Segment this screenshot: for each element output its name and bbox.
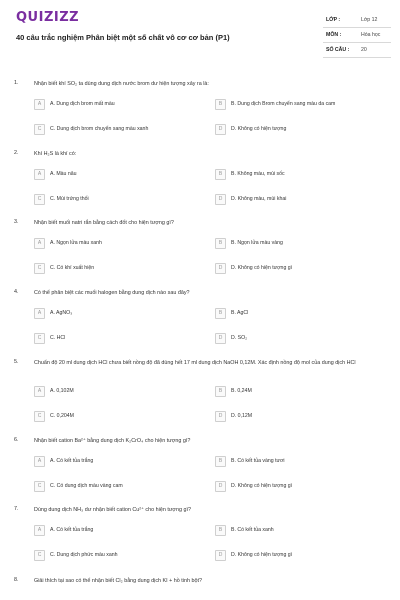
answer-option-b[interactable]: [215, 169, 385, 180]
question-text: Giải thích tại sao có thể nhận biết Cl₂ bằng dung dịch KI + hồ tinh bột?: [34, 578, 202, 584]
option-letter-box[interactable]: D: [215, 481, 226, 492]
meta-value: Lớp 12: [361, 17, 378, 23]
option-letter-box[interactable]: C: [34, 194, 45, 205]
worksheet-header: [0, 0, 400, 70]
answer-option-b[interactable]: [215, 386, 385, 397]
question-number: 7.: [14, 506, 19, 512]
question-text: Dùng dung dịch NH₃ dư nhận biết cation Cu²⁺ cho hiện tượng gì?: [34, 507, 191, 513]
option-text: A. Có kết tủa trắng: [50, 527, 94, 533]
answer-option-b[interactable]: [215, 456, 385, 467]
meta-key: MÔN :: [326, 32, 342, 38]
meta-row-subject: [323, 28, 391, 43]
option-text: D. SO₂: [231, 335, 248, 341]
option-text: C. HCl: [50, 335, 66, 341]
option-text: C. Mùi trứng thối: [50, 196, 89, 202]
answer-option-b[interactable]: [215, 308, 385, 319]
question-text: Nhận biết muối natri rắn bằng cách đốt cho hiện tượng gì?: [34, 220, 174, 226]
meta-row-count: [323, 43, 391, 58]
answer-option-b[interactable]: [215, 525, 385, 536]
question-text: Chuẩn độ 20 ml dung dịch HCl chưa biết nồng độ đã dùng hết 17 ml dung dịch NaOH 0,12M. Xác định nồng độ mol của dung dịch HCl: [34, 360, 356, 366]
option-letter-box[interactable]: B: [215, 525, 226, 536]
answer-option-c[interactable]: [34, 194, 204, 205]
question-number: 1.: [14, 80, 19, 86]
option-text: B. 0,24M: [231, 388, 252, 394]
option-letter-box[interactable]: B: [215, 456, 226, 467]
option-letter-box[interactable]: A: [34, 99, 45, 110]
answer-option-d[interactable]: [215, 411, 385, 422]
answer-option-c[interactable]: [34, 333, 204, 344]
option-letter-box[interactable]: D: [215, 124, 226, 135]
meta-key: LỚP :: [326, 17, 341, 23]
question-number: 8.: [14, 577, 19, 583]
option-text: B. Có kết tủa vàng tươi: [231, 458, 285, 464]
option-letter-box[interactable]: B: [215, 169, 226, 180]
option-letter-box[interactable]: D: [215, 333, 226, 344]
meta-value: 20: [361, 47, 367, 53]
answer-option-a[interactable]: [34, 386, 204, 397]
answer-option-d[interactable]: [215, 124, 385, 135]
option-text: D. Không có hiện tượng gì: [231, 552, 293, 558]
answer-option-a[interactable]: [34, 99, 204, 110]
option-letter-box[interactable]: D: [215, 263, 226, 274]
option-letter-box[interactable]: C: [34, 550, 45, 561]
answer-option-c[interactable]: [34, 481, 204, 492]
meta-key: SỐ CÂU :: [326, 47, 350, 53]
option-letter-box[interactable]: D: [215, 550, 226, 561]
answer-option-b[interactable]: [215, 99, 385, 110]
option-text: A. Có kết tủa trắng: [50, 458, 94, 464]
option-text: D. Không có hiện tượng: [231, 126, 287, 132]
answer-option-b[interactable]: [215, 238, 385, 249]
option-text: D. Không có hiện tượng gì: [231, 483, 293, 489]
option-text: C. Dung dịch phức màu xanh: [50, 552, 118, 558]
option-letter-box[interactable]: A: [34, 169, 45, 180]
option-text: D. Không có hiện tượng gì: [231, 265, 293, 271]
option-text: B. Có kết tủa xanh: [231, 527, 274, 533]
answer-option-c[interactable]: [34, 124, 204, 135]
option-letter-box[interactable]: B: [215, 308, 226, 319]
option-letter-box[interactable]: A: [34, 308, 45, 319]
option-letter-box[interactable]: A: [34, 525, 45, 536]
option-text: B. Dung dịch Brom chuyển sang màu da cam: [231, 101, 336, 107]
option-text: C. 0,204M: [50, 413, 74, 419]
option-letter-box[interactable]: A: [34, 238, 45, 249]
option-letter-box[interactable]: B: [215, 238, 226, 249]
option-letter-box[interactable]: D: [215, 194, 226, 205]
option-letter-box[interactable]: D: [215, 411, 226, 422]
option-text: A. Màu nâu: [50, 171, 77, 177]
option-text: A. Dung dịch brom mất màu: [50, 101, 115, 107]
meta-row-grade: [323, 13, 391, 28]
option-text: C. Dung dịch brom chuyển sang màu xanh: [50, 126, 149, 132]
option-letter-box[interactable]: B: [215, 99, 226, 110]
question-number: 4.: [14, 289, 19, 295]
option-text: C. Có dung dịch màu vàng cam: [50, 483, 123, 489]
option-letter-box[interactable]: B: [215, 386, 226, 397]
answer-option-d[interactable]: [215, 550, 385, 561]
answer-option-a[interactable]: [34, 308, 204, 319]
answer-option-c[interactable]: [34, 411, 204, 422]
option-letter-box[interactable]: C: [34, 411, 45, 422]
answer-option-d[interactable]: [215, 333, 385, 344]
question-number: 5.: [14, 359, 19, 365]
answer-option-c[interactable]: [34, 263, 204, 274]
answer-option-a[interactable]: [34, 456, 204, 467]
option-letter-box[interactable]: C: [34, 263, 45, 274]
option-text: B. Ngọn lửa màu vàng: [231, 240, 283, 246]
option-text: A. AgNO₃: [50, 310, 73, 316]
option-letter-box[interactable]: C: [34, 333, 45, 344]
question-number: 3.: [14, 219, 19, 225]
option-text: B. AgCl: [231, 310, 249, 316]
option-text: D. 0,12M: [231, 413, 253, 419]
option-letter-box[interactable]: C: [34, 124, 45, 135]
option-letter-box[interactable]: C: [34, 481, 45, 492]
option-text: D. Không màu, mùi khai: [231, 196, 287, 202]
answer-option-c[interactable]: [34, 550, 204, 561]
option-text: A. Ngọn lửa màu xanh: [50, 240, 102, 246]
quizizz-logo[interactable]: QUIZIZZ: [16, 10, 80, 25]
answer-option-d[interactable]: [215, 481, 385, 492]
option-text: B. Không màu, mùi sốc: [231, 171, 285, 177]
answer-option-a[interactable]: [34, 525, 204, 536]
option-letter-box[interactable]: A: [34, 386, 45, 397]
question-text: Nhận biết cation Ba²⁺ bằng dung dịch K₂CrO₄ cho hiện tượng gì?: [34, 438, 191, 444]
option-text: C. Có khí xuất hiện: [50, 265, 95, 271]
question-number: 6.: [14, 437, 19, 443]
option-letter-box[interactable]: A: [34, 456, 45, 467]
question-text: Có thể phân biệt các muối halogen bằng dung dịch nào sau đây?: [34, 290, 190, 296]
question-number: 2.: [14, 150, 19, 156]
option-text: A. 0,102M: [50, 388, 74, 394]
question-text: Nhận biết khí SO₂ ta dùng dung dịch nước brom dư hiện tượng xảy ra là:: [34, 81, 209, 87]
answer-option-a[interactable]: [34, 238, 204, 249]
answer-option-a[interactable]: [34, 169, 204, 180]
page-title: 40 câu trắc nghiệm Phân biệt một số chất vô cơ cơ bản (P1): [16, 33, 230, 42]
question-text: Khí H₂S là khí có:: [34, 151, 77, 157]
meta-value: Hóa học: [361, 32, 381, 38]
answer-option-d[interactable]: [215, 263, 385, 274]
answer-option-d[interactable]: [215, 194, 385, 205]
